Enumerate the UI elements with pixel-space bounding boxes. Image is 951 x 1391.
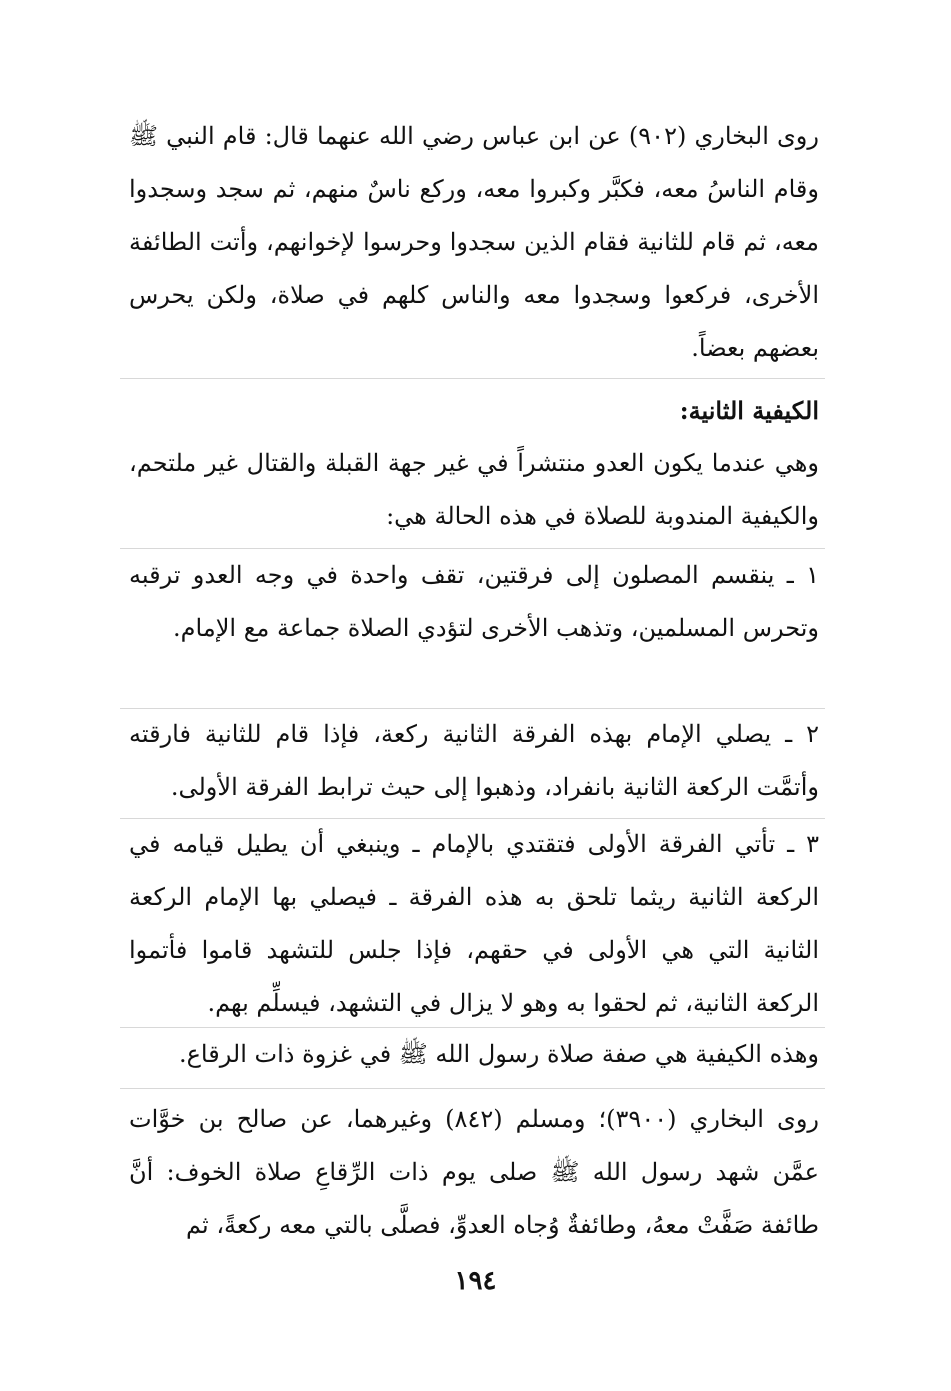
paragraph-dhat-al-riqa: وهذه الكيفية هي صفة صلاة رسول الله ﷺ في غزوة ذات الرقاع.: [178, 1040, 819, 1068]
list-item-3: ٣ ـ تأتي الفرقة الأولى فتقتدي بالإمام ـ وينبغي أن يطيل قيامه في الركعة الثانية ريثما تلحق به هذه الفرقة ـ فيصلي بها الإمام الركعة الثانية التي هي الأولى في حقهم، فإذا جلس للتشهد قاموا فأتموا الركعة الثانية، ثم لحقوا به وهو لا يزال في التشهد، فيسلِّم بهم.: [129, 830, 819, 1017]
list-item-1: ١ ـ ينقسم المصلون إلى فرقتين، تقف واحدة في وجه العدو ترقبه وتحرس المسلمين، وتذهب الأخرى لتؤدي الصلاة جماعة مع الإمام.: [129, 561, 819, 642]
paragraph-bukhari-3900: روى البخاري (٣٩٠٠)؛ ومسلم (٨٤٢) وغيرهما، عن صالح بن خوَّات عمَّن شهد رسول الله ﷺ صلى يوم ذات الرِّقاعِ صلاة الخوف: أنَّ طائفة صَفَّتْ معهُ، وطائفةٌ وُجاه العدوِّ، فصلَّى بالتي معه ركعةً، ثم: [129, 1105, 819, 1239]
separator-line: [120, 1088, 825, 1089]
paragraph-bukhari-902: روى البخاري (٩٠٢) عن ابن عباس رضي الله عنهما قال: قام النبي ﷺ وقام الناسُ معه، فكبَّر وكبروا معه، وركع ناسٌ منهم، ثم سجد وسجدوا معه، ثم قام للثانية فقام الذين سجدوا وحرسوا لإخوانهم، وأتت الطائفة الأخرى، فركعوا وسجدوا معه والناس كلهم في صلاة، ولكن يحرس بعضهم بعضاً.: [129, 122, 819, 362]
list-item-2: ٢ ـ يصلي الإمام بهذه الفرقة الثانية ركعة، فإذا قام للثانية فارقته وأتمَّت الركعة الثانية بانفراد، وذهبوا إلى حيث ترابط الفرقة الأولى.: [129, 720, 819, 801]
paragraph-description: وهي عندما يكون العدو منتشراً في غير جهة القبلة والقتال غير ملتحم، والكيفية المندوبة للصلاة في هذه الحالة هي:: [129, 449, 819, 530]
separator-line: [120, 378, 825, 379]
section-heading: الكيفية الثانية:: [679, 396, 819, 425]
page-number: ١٩٤: [454, 1266, 497, 1296]
